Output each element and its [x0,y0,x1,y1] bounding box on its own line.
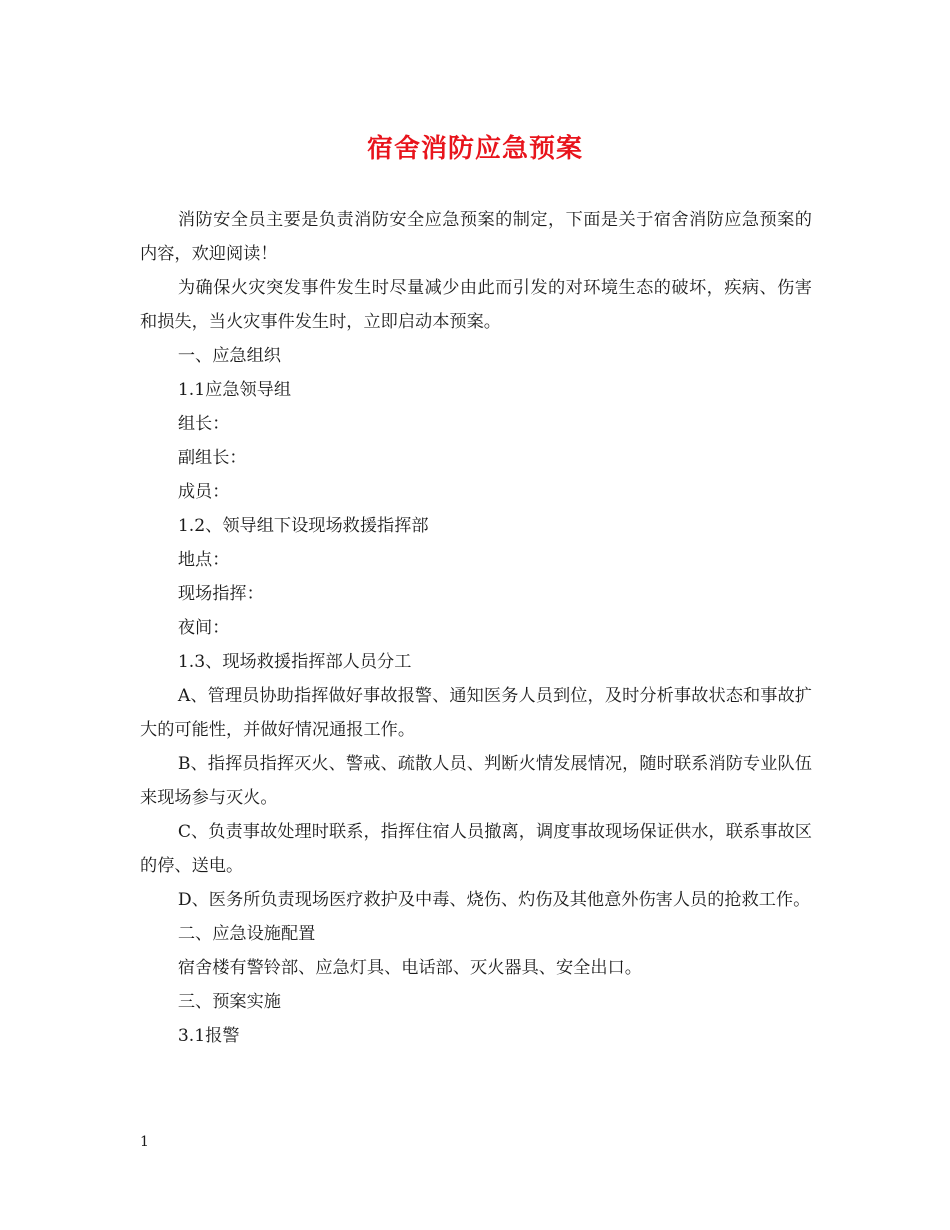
paragraph: 为确保火灾突发事件发生时尽量减少由此而引发的对环境生态的破坏，疾病、伤害和损失，当火灾事件发生时，立即启动本预案。 [140,278,812,332]
document-body [140,203,812,1053]
section-heading: 二、应急设施配置 [177,924,316,944]
subsection-heading: 1.1应急领导组 [177,380,292,400]
paragraph: 现场指挥： [177,584,264,604]
paragraph: 组长： [177,414,230,434]
paragraph: 地点： [177,550,230,570]
subsection-heading: 1.2、领导组下设现场救援指挥部 [177,516,429,536]
paragraph: B、指挥员指挥灭火、警戒、疏散人员、判断火情发展情况，随时联系消防专业队伍来现场参与灭火。 [140,754,812,808]
section-heading: 一、应急组织 [177,346,281,366]
subsection-heading: 1.3、现场救援指挥部人员分工 [177,652,412,672]
paragraph: 副组长： [177,448,247,468]
paragraph: A、管理员协助指挥做好事故报警、通知医务人员到位，及时分析事故状态和事故扩大的可能性，并做好情况通报工作。 [140,686,812,740]
paragraph: D、医务所负责现场医疗救护及中毒、烧伤、灼伤及其他意外伤害人员的抢救工作。 [177,890,811,910]
paragraph: 夜间： [177,618,230,638]
paragraph: 成员： [177,482,230,502]
subsection-heading: 3.1报警 [177,1026,240,1046]
document-title: 宿舍消防应急预案 [366,134,583,164]
page-number: 1 [140,1134,149,1150]
section-heading: 三、预案实施 [177,992,281,1012]
paragraph: C、负责事故处理时联系，指挥住宿人员撤离，调度事故现场保证供水，联系事故区的停、送电。 [140,822,812,876]
paragraph: 宿舍楼有警铃部、应急灯具、电话部、灭火器具、安全出口。 [177,958,642,978]
paragraph: 消防安全员主要是负责消防安全应急预案的制定，下面是关于宿舍消防应急预案的内容，欢迎阅读！ [140,210,812,264]
